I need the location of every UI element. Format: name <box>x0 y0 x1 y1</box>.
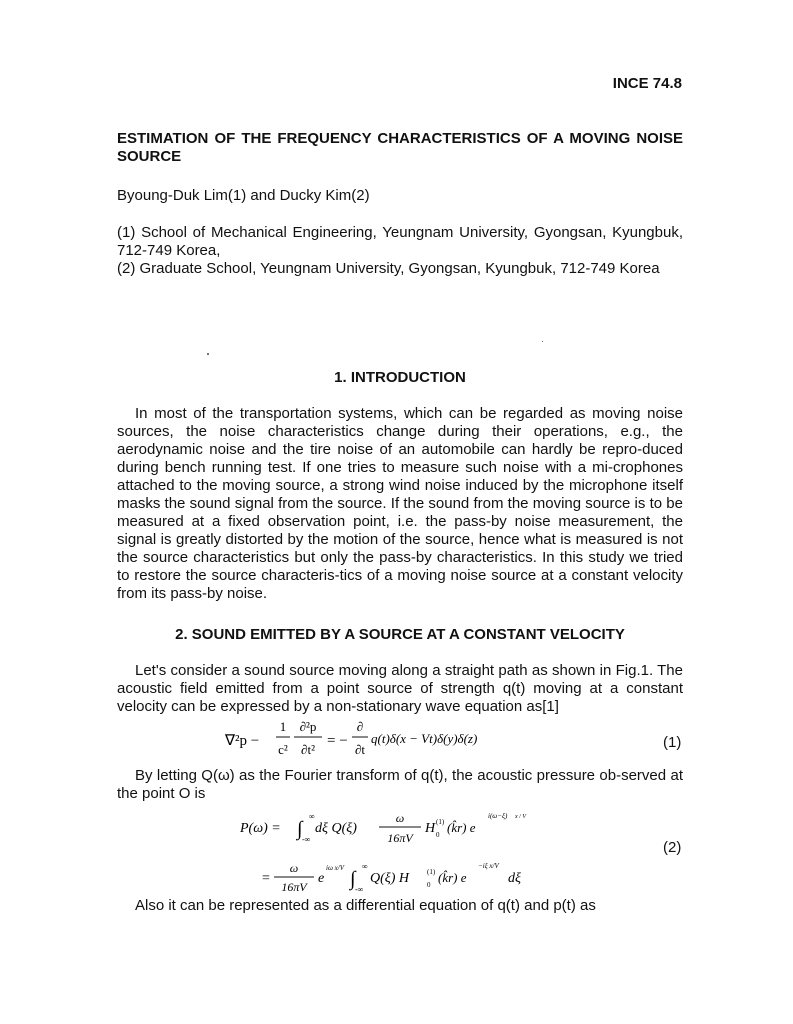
eq1-lhs: ∇²p − <box>225 733 260 749</box>
section-2-paragraph-3: Also it can be represented as a differential equation of q(t) and p(t) as <box>135 897 596 914</box>
eq2-frac1-den: 16πV <box>387 831 413 845</box>
eq1-rhs: q(t)δ(x − Vt)δ(y)δ(z) <box>371 731 478 746</box>
eq2-equals-2: = <box>262 871 270 886</box>
scan-speck <box>207 353 209 355</box>
eq1-frac1-num: 1 <box>279 719 287 734</box>
eq2-integral-2: ∫ <box>350 868 356 890</box>
eq2-exp-1: i(ω−ξ) <box>488 812 508 820</box>
eq2-hankel-1-sub: 0 <box>436 831 440 839</box>
eq1-frac1-den: c² <box>278 742 288 757</box>
eq2-arg-1: (k̂r) e <box>447 820 476 835</box>
eq2-frac2-num: ω <box>289 861 299 875</box>
section-2-heading: 2. SOUND EMITTED BY A SOURCE AT A CONSTANT VELOCITY <box>175 626 625 643</box>
eq2-arg-2: (k̂r) e <box>438 870 467 885</box>
eq1-frac3-den: ∂t <box>354 742 366 757</box>
eq2-e: e <box>318 871 325 886</box>
eq2-hankel-2-sup: (1) <box>427 868 436 876</box>
equation-1 <box>225 713 535 759</box>
equation-1-number: (1) <box>663 734 682 751</box>
eq2-int1-lower: -∞ <box>302 835 311 844</box>
eq1-frac2-den: ∂t² <box>301 742 315 757</box>
equation-2 <box>240 804 540 894</box>
scan-speck <box>542 341 543 342</box>
eq2-integral-1: ∫ <box>297 818 303 840</box>
eq2-int1-upper: ∞ <box>309 812 315 821</box>
conference-reference: INCE 74.8 <box>612 75 682 92</box>
affiliation-2: (2) Graduate School, Yeungnam University, Gyongsan, Kyungbuk, 712-749 Korea <box>117 260 660 277</box>
eq1-frac2-num: ∂²p <box>299 719 317 734</box>
eq2-hankel-1: H <box>425 821 436 836</box>
eq2-frac1-num: ω <box>395 811 405 825</box>
eq2-int2-upper: ∞ <box>362 862 368 871</box>
section-2-paragraph-2: By letting Q(ω) as the Fourier transform of q(t), the acoustic pressure ob-served at the point O is <box>117 767 683 802</box>
eq2-dxi: dξ <box>508 871 521 886</box>
eq1-frac3-num: ∂ <box>356 719 364 734</box>
equation-2-number: (2) <box>663 839 682 856</box>
eq2-hankel-2-sub: 0 <box>427 881 431 889</box>
affiliations <box>117 224 683 278</box>
paper-authors: Byoung-Duk Lim(1) and Ducky Kim(2) <box>117 187 370 204</box>
eq2-integrand-2: Q(ξ) H <box>370 871 410 886</box>
paper-title: ESTIMATION OF THE FREQUENCY CHARACTERISTICS OF A MOVING NOISE SOURCE <box>117 130 683 165</box>
eq2-integrand-1: dξ Q(ξ) <box>315 821 357 836</box>
section-2-paragraph-1: Let's consider a sound source moving along a straight path as shown in Fig.1. The acoustic field emitted from a point source of strength q(t) moving at a constant velocity can be expressed by a non-stationary wave equation as[1] <box>117 662 683 715</box>
affiliation-1: (1) School of Mechanical Engineering, Yeungnam University, Gyongsan, Kyungbuk, 712-749 Korea, <box>117 224 683 259</box>
eq2-lhs: P(ω) = <box>240 821 281 836</box>
eq2-frac2-den: 16πV <box>281 880 307 894</box>
eq2-exp-1-frac: x / V <box>515 814 526 820</box>
eq2-exp-3: −iξ x/V <box>478 862 499 870</box>
eq2-exp-2: iω x/V <box>326 864 344 872</box>
eq1-equals: = − <box>327 733 348 749</box>
introduction-paragraph: In most of the transportation systems, which can be regarded as moving noise sources, the noise characteristics change during their operations, e.g., the aerodynamic noise and the tire noise of an automobile can hardly be repro-duced during bench running test. If one tries to measure such noise with a mi-crophones attached to the moving source, a strong wind noise induced by the microphone itself masks the sound signal from the source. If the sound from the moving source is to be measured at a fixed observation point, i.e. the pass-by noise measurement, the signal is greatly distorted by the motion of the source, hence what is measured is not the source characteristics but only the pass-by characteristics. In this study we tried to restore the source characteris-tics of a moving noise source at a constant velocity from its pass-by noise. <box>117 405 683 602</box>
eq2-int2-lower: -∞ <box>355 885 364 894</box>
section-1-heading: 1. INTRODUCTION <box>334 369 466 386</box>
eq2-hankel-1-sup: (1) <box>436 818 445 826</box>
